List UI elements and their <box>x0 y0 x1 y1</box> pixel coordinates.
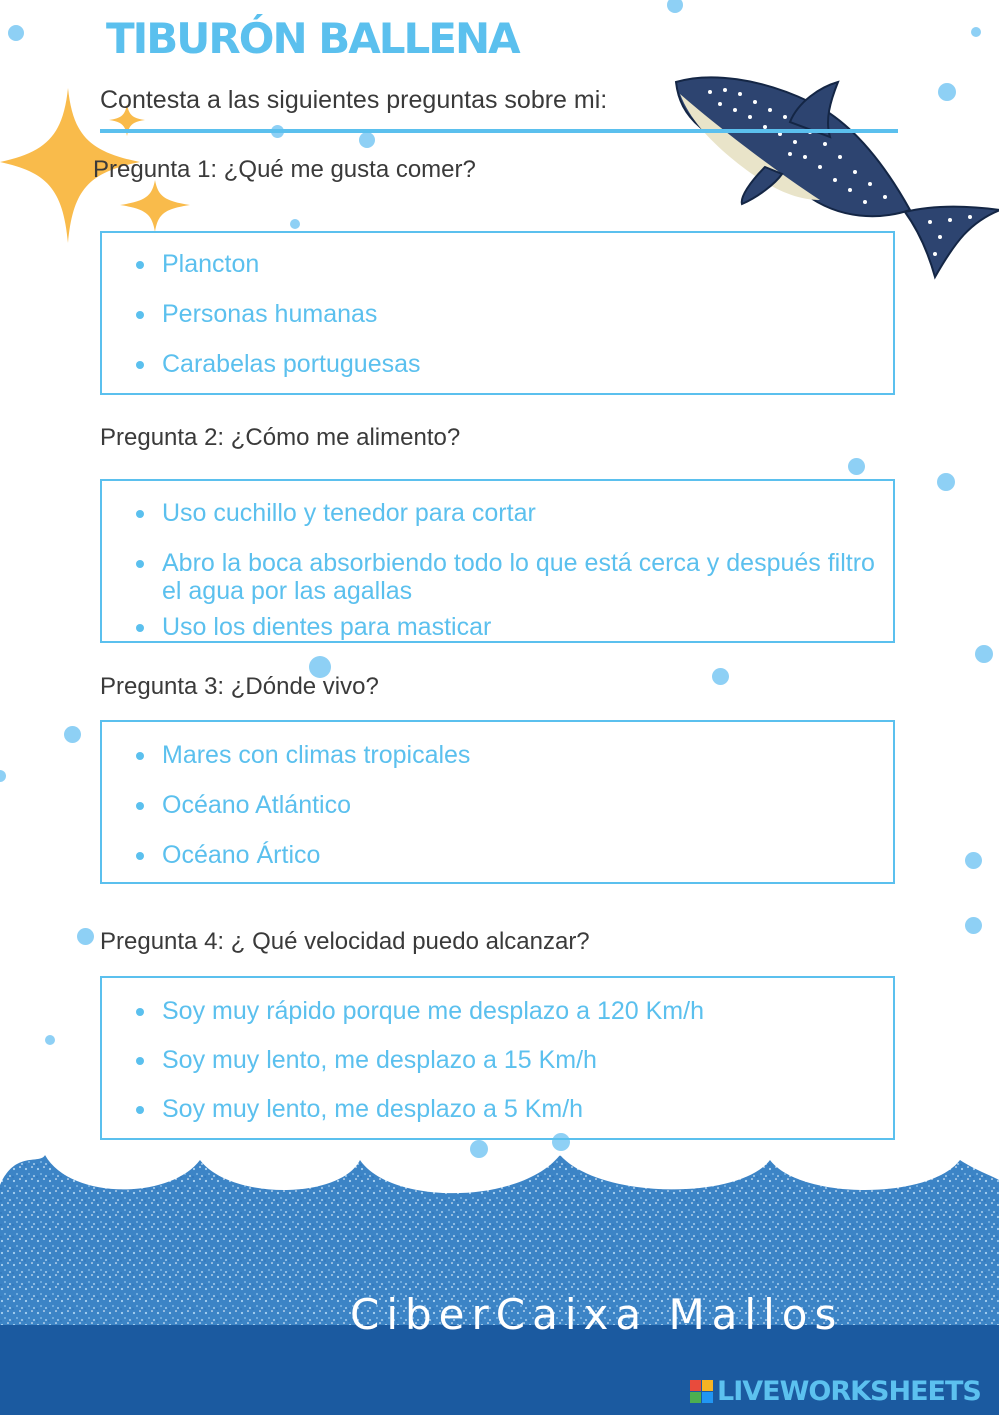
answer-option[interactable]: Uso cuchillo y tenedor para cortar <box>102 499 893 527</box>
question-2: Pregunta 2: ¿Cómo me alimento? <box>100 424 461 451</box>
answer-option[interactable]: Personas humanas <box>102 300 893 328</box>
divider <box>100 129 898 133</box>
intro-text: Contesta a las siguientes preguntas sobre mi: <box>100 86 608 114</box>
bubble <box>971 27 981 37</box>
answer-box-1 <box>100 231 895 395</box>
brand-name: CiberCaixa Mallos <box>350 1290 844 1339</box>
question-3: Pregunta 3: ¿Dónde vivo? <box>100 673 379 700</box>
answer-option[interactable]: Carabelas portuguesas <box>102 350 893 378</box>
answer-box-2 <box>100 479 895 643</box>
bubble <box>0 770 6 782</box>
bubble <box>937 473 955 491</box>
answer-option[interactable]: Soy muy lento, me desplazo a 5 Km/h <box>102 1095 893 1123</box>
bubble <box>667 0 683 13</box>
answer-option[interactable]: Soy muy rápido porque me desplazo a 120 Km/h <box>102 997 893 1025</box>
answer-box-4 <box>100 976 895 1140</box>
bubble <box>77 928 94 945</box>
answer-box-3 <box>100 720 895 884</box>
liveworksheets-watermark <box>690 1374 981 1408</box>
bubble <box>359 132 375 148</box>
answer-option[interactable]: Soy muy lento, me desplazo a 15 Km/h <box>102 1046 893 1074</box>
answer-option[interactable]: Océano Atlántico <box>102 791 893 819</box>
bubble <box>64 726 81 743</box>
answer-option[interactable]: Océano Ártico <box>102 841 893 869</box>
bubble <box>965 917 982 934</box>
bubble <box>8 25 24 41</box>
watermark-text: LIVEWORKSHEETS <box>717 1375 981 1407</box>
answer-option[interactable]: Mares con climas tropicales <box>102 741 893 769</box>
bubble <box>975 645 993 663</box>
bubble <box>712 668 729 685</box>
question-4: Pregunta 4: ¿ Qué velocidad puedo alcanzar? <box>100 928 590 955</box>
ocean-waves <box>0 1130 999 1415</box>
bubble <box>290 219 300 229</box>
page-title: TIBURÓN BALLENA <box>106 14 519 63</box>
liveworksheets-logo-icon <box>690 1380 713 1403</box>
answer-option[interactable]: Uso los dientes para masticar <box>102 613 893 641</box>
bubble <box>965 852 982 869</box>
question-1: Pregunta 1: ¿Qué me gusta comer? <box>93 156 476 183</box>
bubble <box>848 458 865 475</box>
answer-option[interactable]: Plancton <box>102 250 893 278</box>
answer-option[interactable]: Abro la boca absorbiendo todo lo que está cerca y después filtro el agua por las agallas <box>102 549 882 605</box>
bubble <box>45 1035 55 1045</box>
